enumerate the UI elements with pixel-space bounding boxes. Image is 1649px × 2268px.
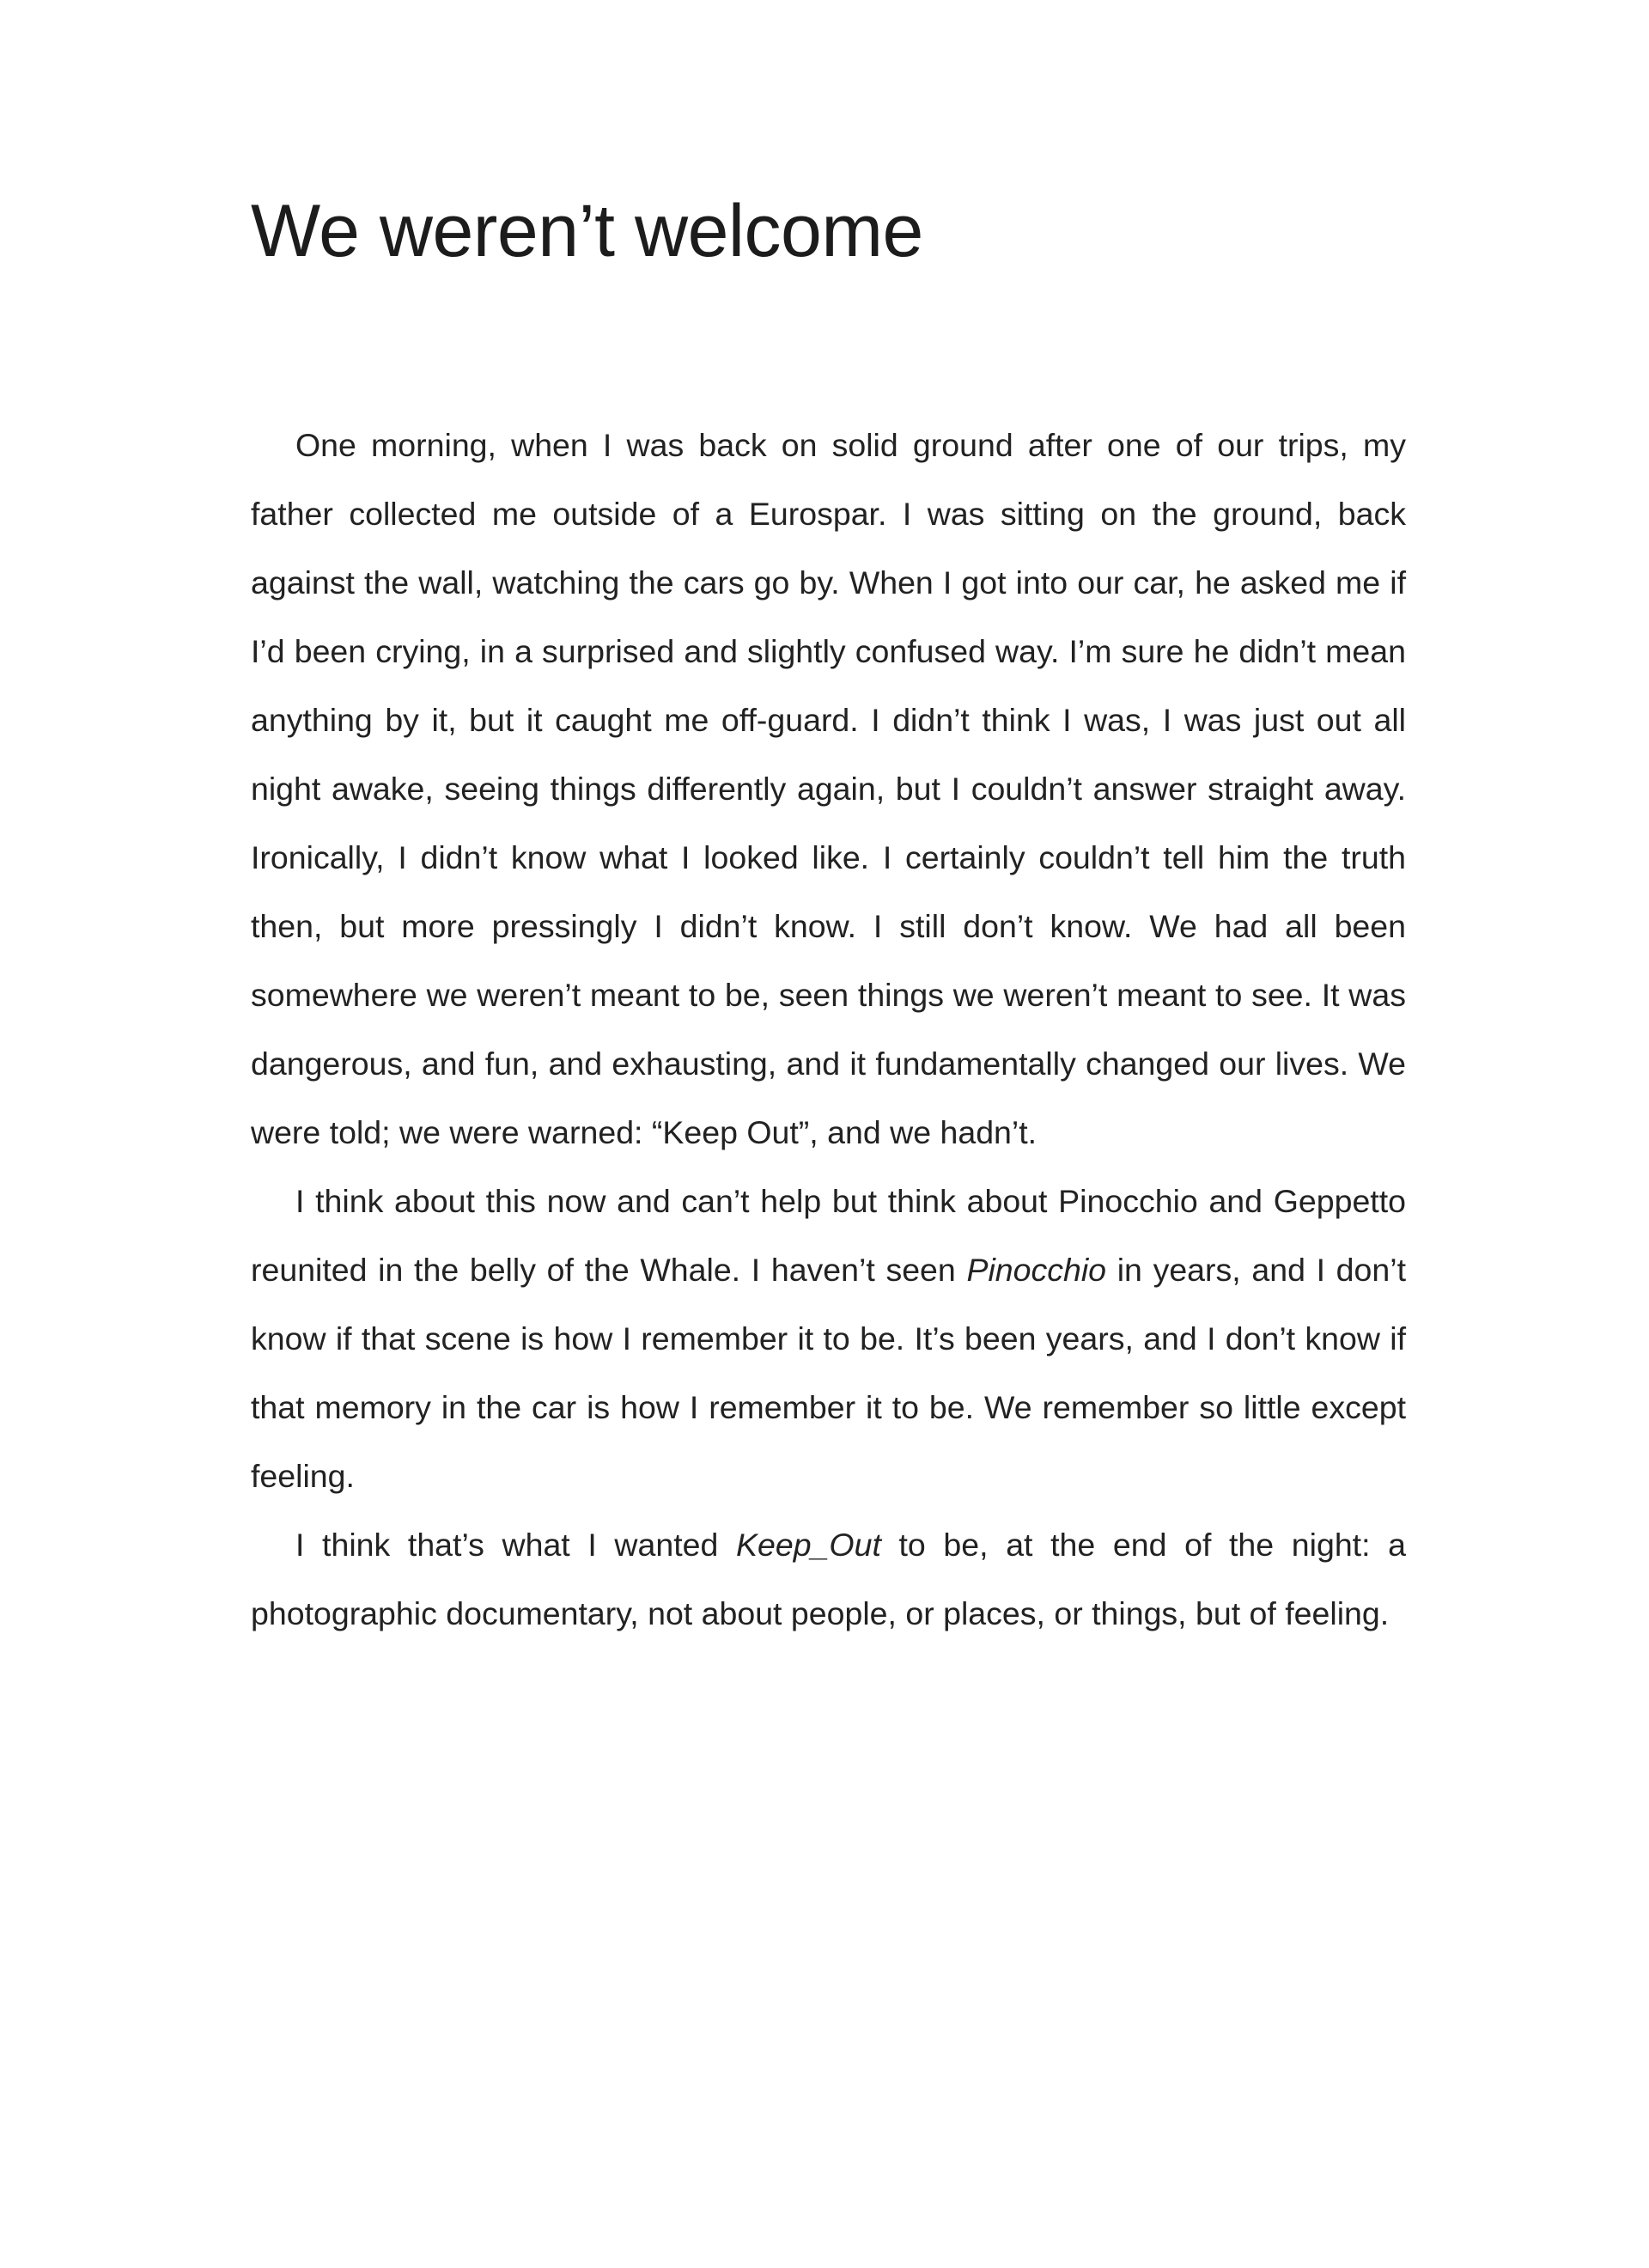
paragraph-3-before: I think that’s what I wanted xyxy=(295,1527,736,1563)
paragraph-2 xyxy=(251,1167,1406,1510)
paragraph-1 xyxy=(251,411,1406,1167)
body-text xyxy=(251,411,1406,1648)
paragraph-3-emphasis: Keep_Out xyxy=(735,1527,881,1563)
paragraph-2-emphasis: Pinocchio xyxy=(966,1252,1107,1288)
paragraph-2-before: I think about this now and can’t help but think about Pinocchio and Geppetto reunited in the belly of the Whale. I haven’t seen xyxy=(251,1183,1406,1288)
page-title: We weren’t welcome xyxy=(251,190,923,272)
paragraph-3-after: to be, at the end of the night: a photographic documentary, not about people, or places, or things, but of feeling. xyxy=(251,1527,1407,1631)
paragraph-3 xyxy=(251,1510,1406,1648)
paragraph-1-text: One morning, when I was back on solid ground after one of our trips, my father collected me outside of a Eurospar. I was sitting on the ground, back against the wall, watching the cars go by. When I got into our car, he asked me if I’d been crying, in a surprised and slightly confused way. I’m sure he didn’t mean anything by it, but it caught me off-guard. I didn’t think I was, I was just out all night awake, seeing things differently again, but I couldn’t answer straight away. Ironically, I didn’t know what I looked like. I certainly couldn’t tell him the truth then, but more pressingly I didn’t know. I still don’t know. We had all been somewhere we weren’t meant to be, seen things we weren’t meant to see. It was dangerous, and fun, and exhausting, and it fundamentally changed our lives. We were told; we were warned: “Keep Out”, and we hadn’t. xyxy=(251,427,1406,1150)
paragraph-2-after: in years, and I don’t know if that scene is how I remember it to be. It’s been years, and I don’t know if that memory in the car is how I remember it to be. We remember so little except feeling. xyxy=(251,1252,1407,1494)
